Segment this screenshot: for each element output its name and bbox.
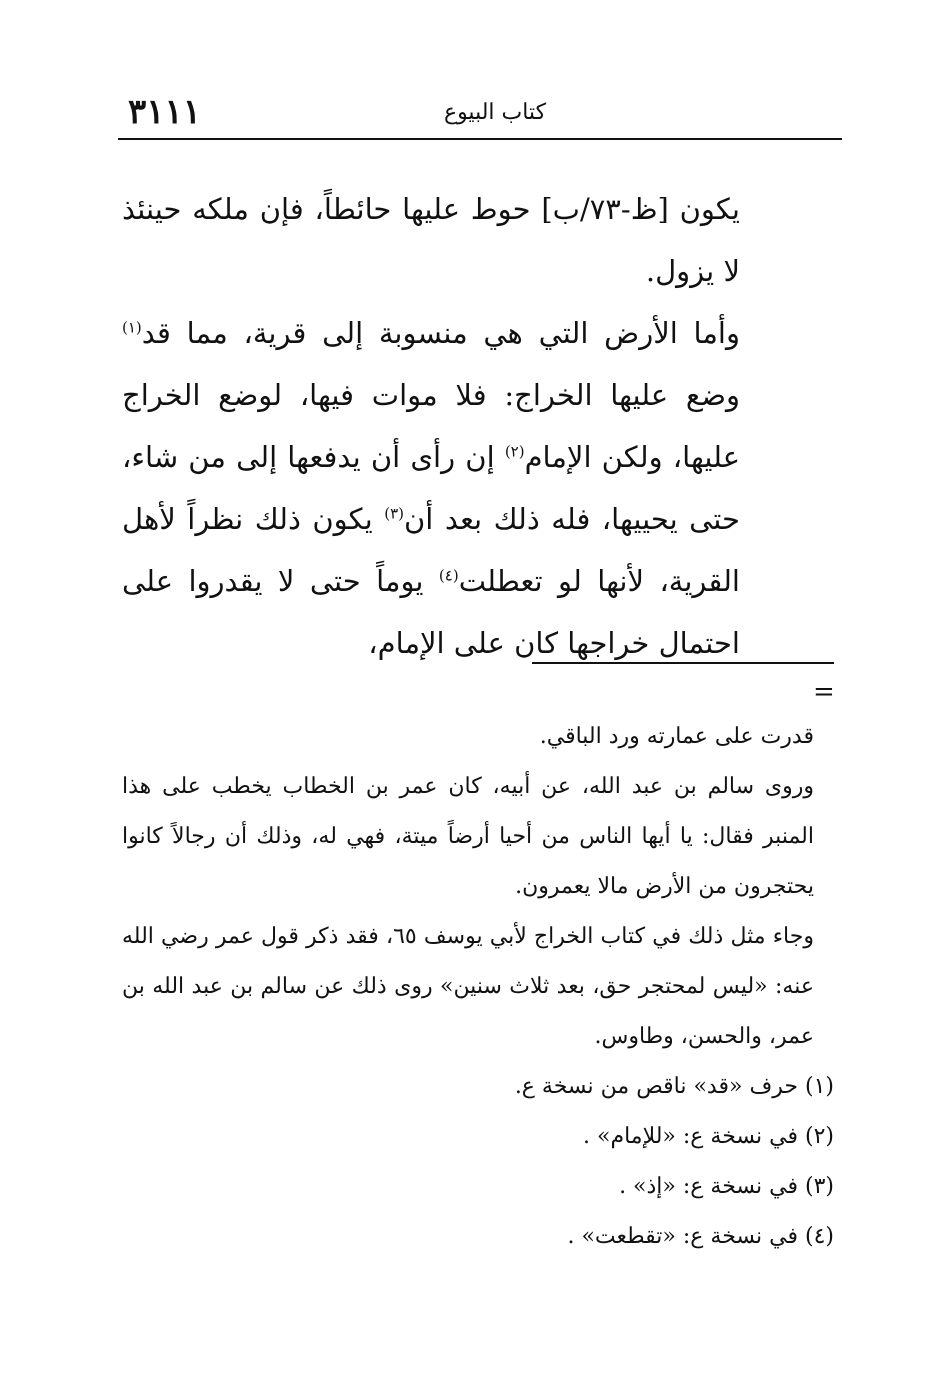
header-rule [118, 138, 842, 140]
footnote-2: (٢) في نسخة ع: «للإمام» . [583, 1124, 834, 1149]
footnotes [122, 712, 834, 1262]
footnote-separator [532, 662, 834, 664]
footnote-1: (١) حرف «قد» ناقص من نسخة ع. [514, 1074, 834, 1099]
page-number: ٣١١١ [128, 92, 202, 132]
footnote-ref-4: (٤) [438, 566, 459, 585]
main-text [122, 178, 740, 674]
footnote-4: (٤) في نسخة ع: «تقطعت» . [567, 1224, 834, 1249]
footnote-ref-3: (٣) [384, 504, 404, 523]
main-paragraph-1: يكون [ظ-٧٣/ب] حوط عليها حائطاً، فإن ملكه حينئذ لا يزول. [122, 192, 740, 288]
text-segment: إن رأى أن يدفعها إلى من شاء، حتى يحييها، فله ذلك بعد أن [122, 440, 740, 536]
footnote-ref-1: (١) [122, 318, 142, 337]
running-title: كتاب البيوع [443, 100, 547, 125]
footnote-continued-2: وروى سالم بن عبد الله، عن أبيه، كان عمر بن الخطاب يخطب على هذا المنبر فقال: يا أيها الناس من أحيا أرضاً ميتة، فهي له، وذلك أن رجالاً كانوا يحتجرون من الأرض مالا يعمرون. [122, 774, 814, 899]
text-segment: وضع عليها الخراج: فلا موات فيها، لوضع الخراج عليها، ولكن الإمام [122, 378, 740, 474]
text-segment: وأما الأرض التي هي منسوبة إلى قرية، مما قد [141, 316, 740, 350]
footnote-ref-2: (٢) [504, 442, 525, 461]
footnote-3: (٣) في نسخة ع: «إذ» . [619, 1174, 834, 1199]
text-segment: يوماً حتى لا يقدروا على احتمال خراجها كان على الإمام، [122, 564, 740, 660]
text-segment: يكون ذلك نظراً لأهل القرية، لأنها لو تعطلت [122, 502, 740, 598]
main-paragraph-2 [122, 302, 740, 674]
running-header [118, 92, 842, 132]
footnote-continued-1: قدرت على عمارته ورد الباقي. [539, 724, 814, 749]
continuation-mark: = [813, 677, 835, 707]
footnote-continued-3: وجاء مثل ذلك في كتاب الخراج لأبي يوسف ٦٥، فقد ذكر قول عمر رضي الله عنه: «ليس لمحتجر حق، بعد ثلاث سنين» روى ذلك عن سالم بن عبد الله بن عمر، والحسن، وطاوس. [122, 924, 814, 1049]
